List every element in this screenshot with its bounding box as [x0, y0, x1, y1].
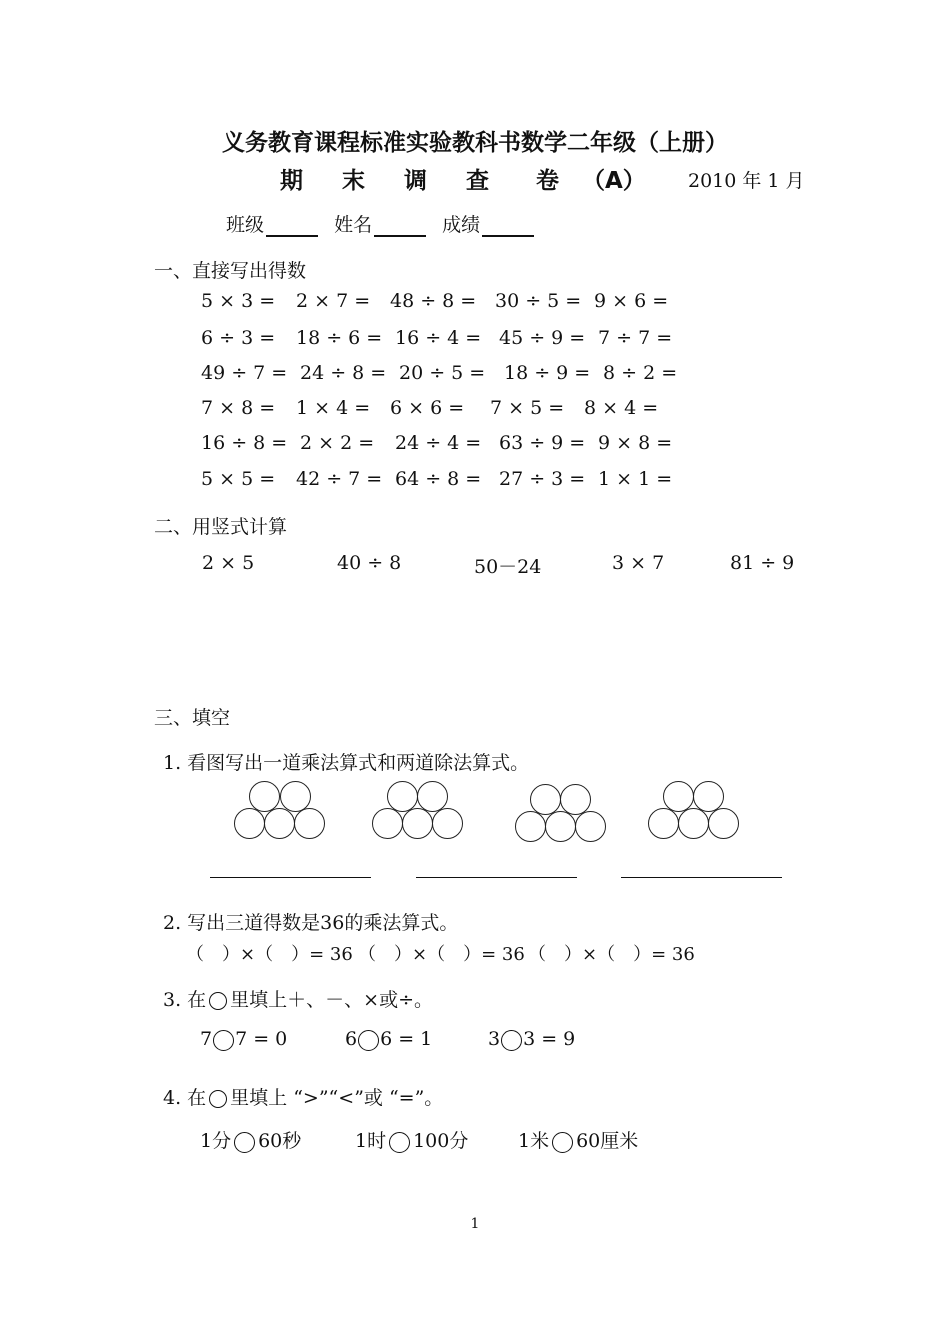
q2-blank-item[interactable]: （ ）×（ ）= 36 — [186, 944, 353, 965]
q3-prefix: 3. 在 — [163, 989, 207, 1011]
circle-shape — [372, 808, 403, 839]
page-number: 1 — [470, 1216, 480, 1232]
circle-shape — [575, 811, 606, 842]
circle-icon — [209, 1090, 227, 1108]
math-problem: 20 ÷ 5 = — [399, 362, 486, 384]
vertical-calc-item: 50－24 — [474, 556, 542, 578]
question-2: 2. 写出三道得数是36的乘法算式。 — [163, 912, 459, 934]
circle-shape — [234, 808, 265, 839]
q4-suffix: 里填上 “>”“<”或 “=”。 — [230, 1087, 444, 1109]
q4-item — [200, 1126, 301, 1153]
math-problem: 48 ÷ 8 = — [390, 290, 477, 312]
section1-heading: 一、直接写出得数 — [154, 260, 307, 282]
math-problem: 49 ÷ 7 = — [201, 362, 288, 384]
circle-shape — [264, 808, 295, 839]
math-problem: 1 × 1 = — [598, 468, 673, 490]
math-problem: 7 × 8 = — [201, 397, 276, 419]
math-problem: 45 ÷ 9 = — [499, 327, 586, 349]
q2-blank-item[interactable]: （ ）×（ ）= 36 — [528, 944, 695, 965]
q4-left: 1米 — [518, 1130, 550, 1152]
q3-left: 6 — [345, 1028, 358, 1050]
operator-circle[interactable] — [213, 1030, 234, 1051]
circle-shape — [294, 808, 325, 839]
answer-line[interactable] — [210, 877, 371, 878]
circle-shape — [545, 811, 576, 842]
score-label: 成绩 — [442, 214, 481, 236]
vertical-calc-item: 81 ÷ 9 — [730, 552, 795, 574]
vertical-calc-item: 40 ÷ 8 — [337, 552, 402, 574]
math-problem: 24 ÷ 8 = — [300, 362, 387, 384]
name-label: 姓名 — [334, 214, 373, 236]
math-problem: 2 × 2 = — [300, 432, 375, 454]
question-3 — [163, 985, 433, 1012]
vertical-calc-item: 2 × 5 — [202, 552, 255, 574]
question-1: 1. 看图写出一道乘法算式和两道除法算式。 — [163, 752, 530, 774]
q3-item — [488, 1028, 575, 1051]
math-problem: 63 ÷ 9 = — [499, 432, 586, 454]
q3-item — [345, 1028, 432, 1051]
section3-heading: 三、填空 — [154, 707, 231, 729]
math-problem: 6 ÷ 3 = — [201, 327, 276, 349]
vertical-calc-item: 3 × 7 — [612, 552, 665, 574]
subtitle-char: 调 — [404, 168, 427, 194]
q4-right: 60秒 — [258, 1130, 302, 1152]
math-problem: 1 × 4 = — [296, 397, 371, 419]
subtitle-suffix: （A） — [582, 168, 646, 194]
math-problem: 18 ÷ 9 = — [504, 362, 591, 384]
math-problem: 16 ÷ 8 = — [201, 432, 288, 454]
answer-line[interactable] — [416, 877, 577, 878]
q2-blank-item[interactable]: （ ）×（ ）= 36 — [358, 944, 525, 965]
q4-left: 1时 — [355, 1130, 387, 1152]
math-problem: 30 ÷ 5 = — [495, 290, 582, 312]
name-blank[interactable] — [374, 217, 426, 237]
circle-shape — [678, 808, 709, 839]
subtitle-char: 卷 — [536, 168, 559, 194]
q3-suffix: 里填上＋、－、×或÷。 — [230, 989, 434, 1011]
math-problem: 5 × 3 = — [201, 290, 276, 312]
math-problem: 8 × 4 = — [584, 397, 659, 419]
q4-right: 60厘米 — [576, 1130, 639, 1152]
math-problem: 27 ÷ 3 = — [499, 468, 586, 490]
class-blank[interactable] — [266, 217, 318, 237]
circle-shape — [515, 811, 546, 842]
circle-shape — [402, 808, 433, 839]
math-problem: 7 ÷ 7 = — [598, 327, 673, 349]
subtitle-char: 查 — [466, 168, 489, 194]
compare-circle[interactable] — [552, 1132, 573, 1153]
operator-circle[interactable] — [501, 1030, 522, 1051]
q3-right: 3 = 9 — [523, 1028, 576, 1050]
circle-shape — [648, 808, 679, 839]
question-4 — [163, 1083, 443, 1110]
q3-left: 7 — [200, 1028, 213, 1050]
circle-icon — [209, 992, 227, 1010]
q3-item — [200, 1028, 287, 1051]
subtitle-char: 期 — [280, 168, 303, 194]
compare-circle[interactable] — [234, 1132, 255, 1153]
student-info — [226, 210, 534, 237]
q3-right: 6 = 1 — [380, 1028, 433, 1050]
math-problem: 42 ÷ 7 = — [296, 468, 383, 490]
exam-date: 2010 年 1 月 — [688, 170, 805, 192]
math-problem: 2 × 7 = — [296, 290, 371, 312]
score-blank[interactable] — [482, 217, 534, 237]
subtitle-char: 末 — [342, 168, 365, 194]
math-problem: 18 ÷ 6 = — [296, 327, 383, 349]
answer-line[interactable] — [621, 877, 782, 878]
circle-shape — [432, 808, 463, 839]
q4-right: 100分 — [413, 1130, 469, 1152]
operator-circle[interactable] — [358, 1030, 379, 1051]
q4-left: 1分 — [200, 1130, 232, 1152]
compare-circle[interactable] — [389, 1132, 410, 1153]
math-problem: 5 × 5 = — [201, 468, 276, 490]
math-problem: 8 ÷ 2 = — [603, 362, 678, 384]
q4-prefix: 4. 在 — [163, 1087, 207, 1109]
section2-heading: 二、用竖式计算 — [154, 516, 288, 538]
math-problem: 7 × 5 = — [490, 397, 565, 419]
math-problem: 24 ÷ 4 = — [395, 432, 482, 454]
math-problem: 9 × 8 = — [598, 432, 673, 454]
math-problem: 64 ÷ 8 = — [395, 468, 482, 490]
q3-right: 7 = 0 — [235, 1028, 288, 1050]
math-problem: 9 × 6 = — [594, 290, 669, 312]
q4-item — [518, 1126, 638, 1153]
class-label: 班级 — [226, 214, 265, 236]
circle-shape — [708, 808, 739, 839]
math-problem: 6 × 6 = — [390, 397, 465, 419]
q4-item — [355, 1126, 468, 1153]
q3-left: 3 — [488, 1028, 501, 1050]
math-problem: 16 ÷ 4 = — [395, 327, 482, 349]
exam-title: 义务教育课程标准实验教科书数学二年级（上册） — [222, 130, 728, 156]
